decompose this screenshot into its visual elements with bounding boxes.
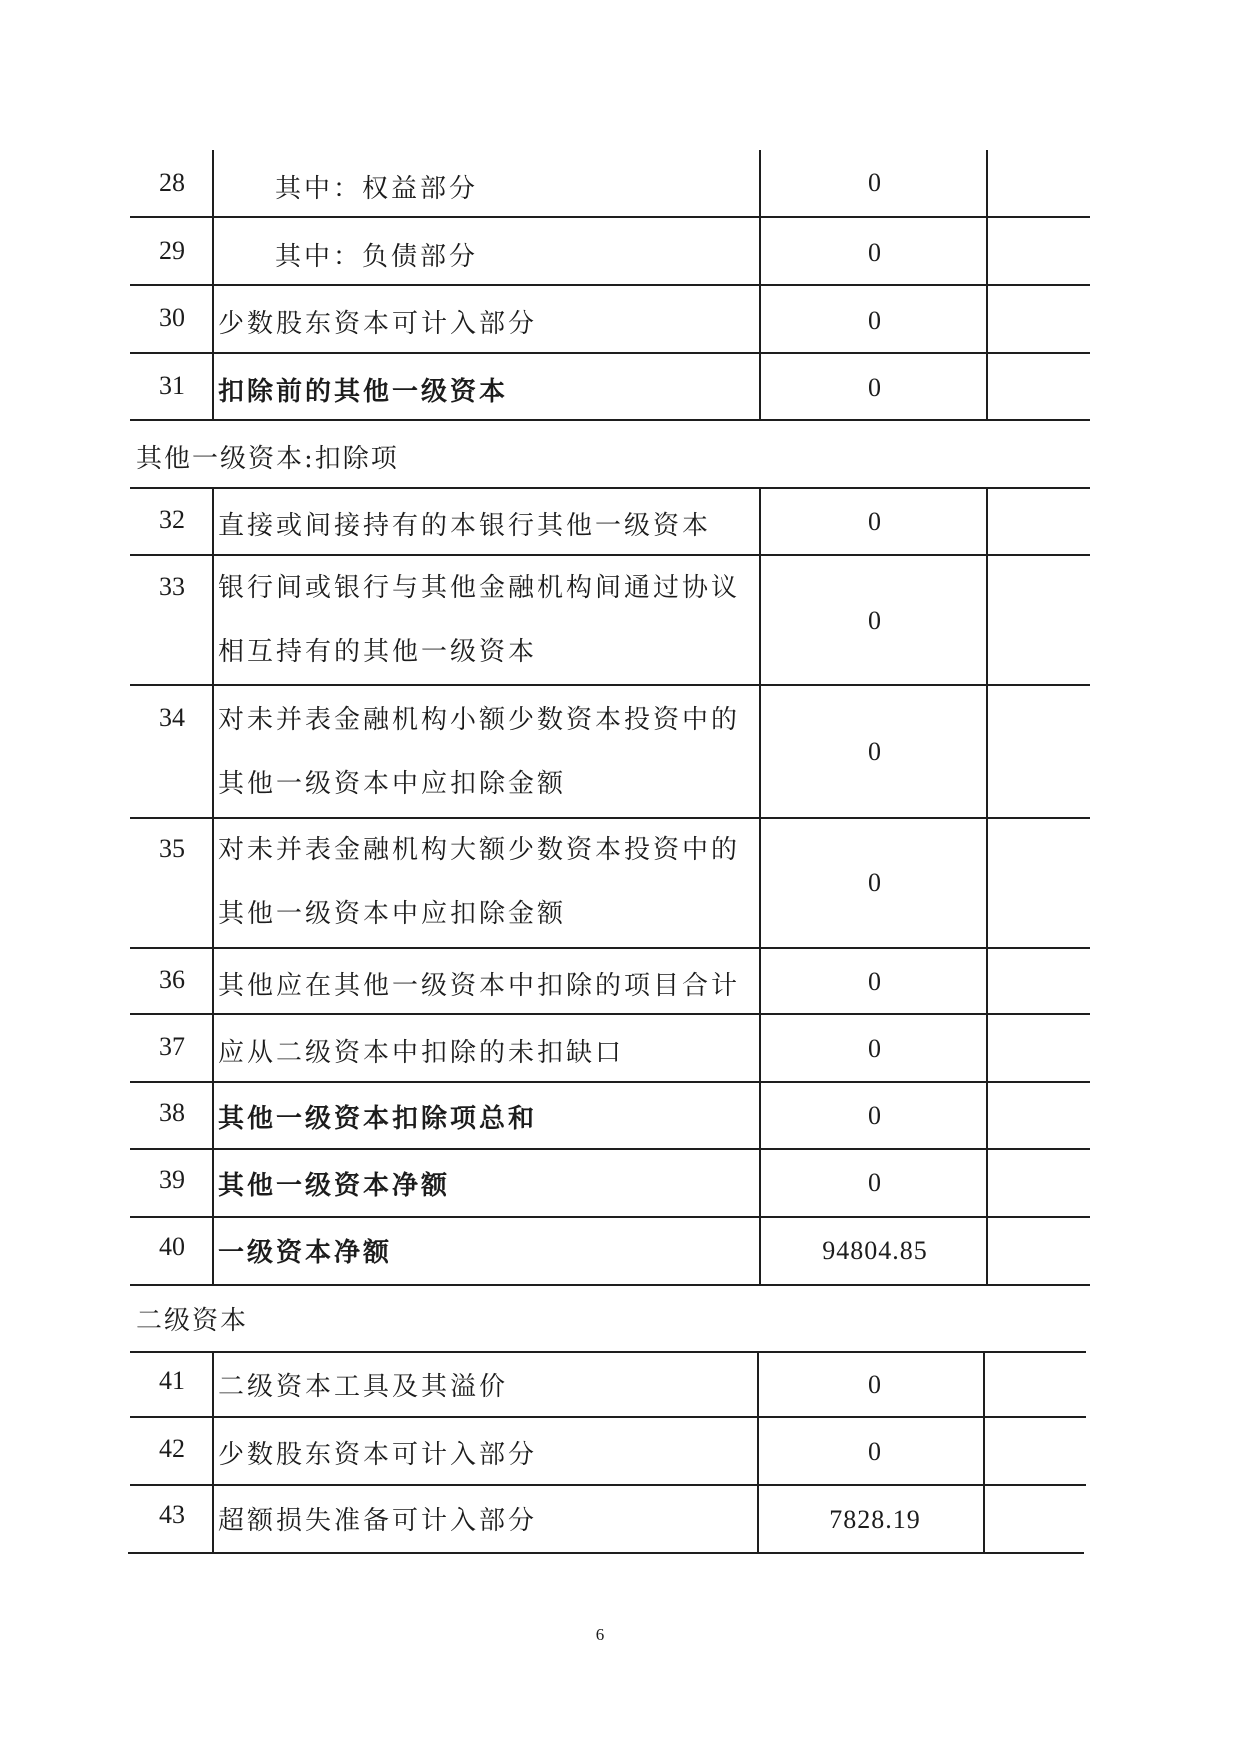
row-number: 35 (159, 834, 185, 863)
row-number: 34 (159, 703, 185, 732)
row-divider (130, 284, 1090, 286)
row-label: 扣除前的其他一级资本 (218, 377, 509, 407)
row-divider (130, 1216, 1090, 1218)
row-number: 33 (159, 572, 185, 601)
row-value: 0 (868, 306, 882, 335)
section-heading: 二级资本 (136, 1306, 249, 1336)
row-number: 31 (159, 371, 185, 400)
row-divider (130, 684, 1090, 686)
row-label: 二级资本工具及其溢价 (218, 1372, 509, 1402)
row-number: 30 (159, 303, 185, 332)
row-label: 其中：负债部分 (275, 242, 479, 272)
row-value: 0 (868, 507, 882, 536)
row-label: 直接或间接持有的本银行其他一级资本 (218, 511, 712, 541)
row-divider (128, 1552, 1084, 1554)
table-c-top-border (130, 1351, 1086, 1353)
row-value: 0 (868, 1034, 882, 1063)
row-label: 对未并表金融机构大额少数资本投资中的其他一级资本中应扣除金额 (218, 835, 741, 929)
row-value: 0 (868, 1437, 882, 1466)
row-label: 应从二级资本中扣除的未扣缺口 (218, 1038, 625, 1068)
row-label: 银行间或银行与其他金融机构间通过协议相互持有的其他一级资本 (218, 573, 741, 667)
row-divider (130, 352, 1090, 354)
row-number: 28 (159, 168, 185, 197)
row-value: 0 (868, 168, 882, 197)
row-value: 0 (868, 606, 882, 635)
row-value: 0 (868, 967, 882, 996)
row-number: 42 (159, 1434, 185, 1463)
row-label: 少数股东资本可计入部分 (218, 1440, 538, 1470)
row-number: 43 (159, 1500, 185, 1529)
row-number: 36 (159, 965, 185, 994)
row-label: 一级资本净额 (218, 1238, 393, 1268)
row-divider (130, 1148, 1090, 1150)
row-value: 0 (868, 373, 882, 402)
row-label: 其他应在其他一级资本中扣除的项目合计 (218, 971, 741, 1001)
row-number: 32 (159, 505, 185, 534)
row-number: 40 (159, 1232, 185, 1261)
row-label: 其中：权益部分 (275, 174, 479, 204)
row-value: 0 (868, 868, 882, 897)
row-number: 41 (159, 1366, 185, 1395)
row-number: 37 (159, 1032, 185, 1061)
row-number: 29 (159, 236, 185, 265)
row-label: 对未并表金融机构小额少数资本投资中的其他一级资本中应扣除金额 (218, 705, 741, 799)
row-value: 0 (868, 1168, 882, 1197)
row-value: 0 (868, 238, 882, 267)
row-value: 94804.85 (822, 1236, 928, 1265)
row-value: 0 (868, 737, 882, 766)
table-b-top-border (130, 487, 1090, 489)
row-value: 0 (868, 1101, 882, 1130)
row-value: 0 (868, 1370, 882, 1399)
row-divider (130, 419, 1090, 421)
page-number: 6 (595, 1625, 605, 1644)
row-divider (130, 947, 1090, 949)
row-number: 39 (159, 1165, 185, 1194)
row-label: 少数股东资本可计入部分 (218, 309, 538, 339)
row-divider (130, 1416, 1086, 1418)
row-label: 超额损失准备可计入部分 (218, 1506, 538, 1536)
row-divider (130, 216, 1090, 218)
row-label: 其他一级资本净额 (218, 1171, 451, 1201)
row-divider (130, 1013, 1090, 1015)
row-value: 7828.19 (829, 1505, 921, 1534)
row-divider (130, 1081, 1090, 1083)
row-divider (130, 1484, 1086, 1486)
row-label: 其他一级资本扣除项总和 (218, 1104, 538, 1134)
row-number: 38 (159, 1098, 185, 1127)
section-heading: 其他一级资本:扣除项 (136, 444, 399, 474)
row-divider (130, 1284, 1090, 1286)
